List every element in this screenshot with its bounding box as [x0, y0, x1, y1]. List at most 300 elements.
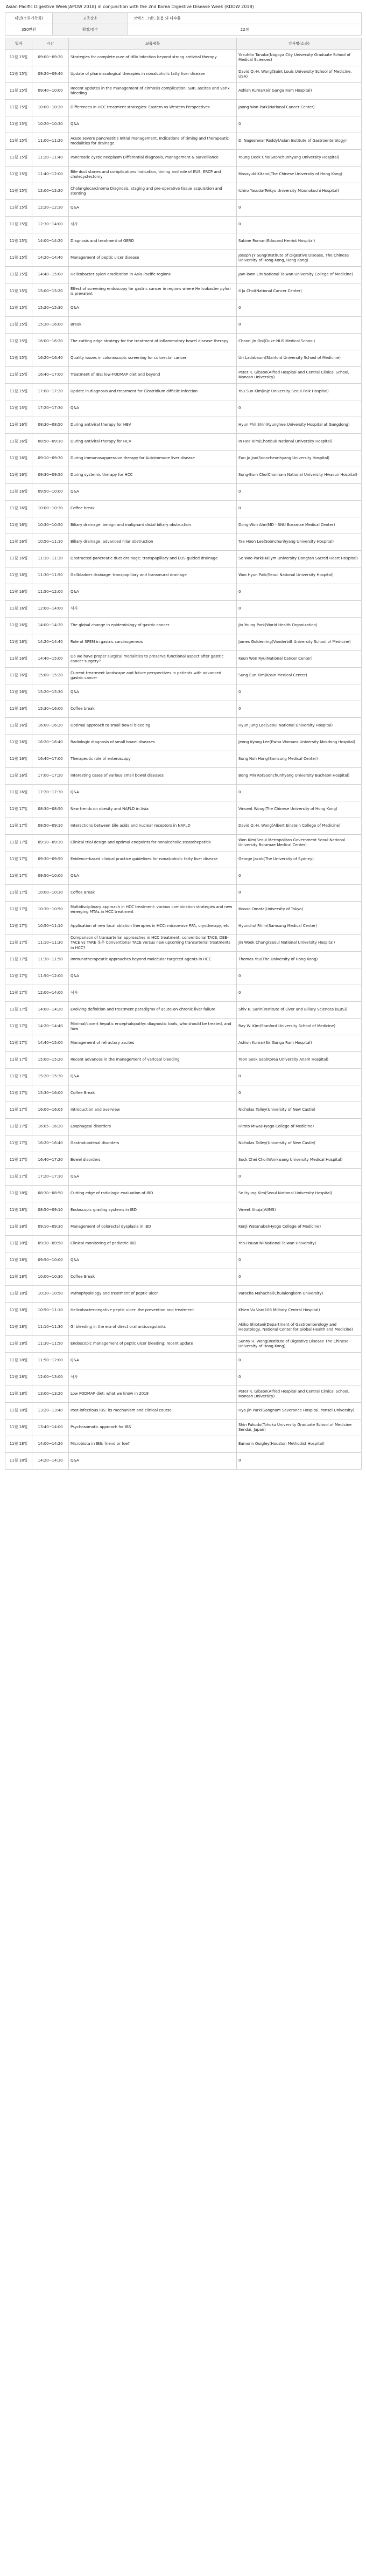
- cell-time: 15:20~15:30: [32, 684, 69, 701]
- cell-speaker: Nicholas Talley(University of New Castle): [237, 1102, 362, 1119]
- cell-title: Helicobacter-negative peptic ulcer: the prevention and treatment: [69, 1303, 237, 1319]
- cell-date: 11월 17일: [5, 968, 32, 985]
- cell-time: 14:20~14:40: [32, 634, 69, 651]
- cell-date: 11월 16일: [5, 684, 32, 701]
- cell-title: Coffee break: [69, 501, 237, 517]
- page-title: Asian Pacific Digestive Week(APDW 2018) in conjunction with the 2nd Korea Digestive Disease Week (KDDW 2018): [6, 4, 254, 9]
- cell-title: Break: [69, 317, 237, 334]
- cell-time: 11:00~11:20: [32, 133, 69, 150]
- cell-speaker: Hyunchul Rhim(Samsung Medical Center): [237, 918, 362, 935]
- cell-time: 08:50~09:10: [32, 1202, 69, 1219]
- cell-date: 11월 17일: [5, 851, 32, 868]
- cell-date: 11월 15일: [5, 183, 32, 200]
- cell-date: 11월 15일: [5, 150, 32, 167]
- cell-date: 11월 16일: [5, 735, 32, 751]
- cell-speaker: Kenji Watanabe(Hyogo College of Medicine): [237, 1219, 362, 1236]
- table-row: [5, 1186, 362, 1202]
- cell-date: 11월 18일: [5, 1186, 32, 1202]
- cell-speaker: Nicholas Talley(University of New Castle): [237, 1135, 362, 1152]
- cell-title: During immunosuppressive therapy for Autoimmune liver disease: [69, 451, 237, 467]
- table-row: [5, 1403, 362, 1419]
- cell-date: 11월 15일: [5, 400, 32, 417]
- column-header-speaker: 강사명(소속): [237, 38, 362, 50]
- cell-speaker: Choon Jin Ooi(Duke-NUS Medical School): [237, 334, 362, 350]
- table-row: [5, 267, 362, 283]
- table-row: [5, 684, 362, 701]
- cell-title: Management of refractory ascites: [69, 1035, 237, 1052]
- cell-speaker: Vincent Wong(The Chinese University of Hong Kong): [237, 801, 362, 818]
- column-header-title: 교육제목: [69, 38, 237, 50]
- cell-speaker: Joseph JY Sung(Institute of Digestive Disease, The Chinese University of Hong Kong, Hong Kong): [237, 250, 362, 267]
- cell-speaker: Joong-Won Park(National Cancer Center): [237, 100, 362, 116]
- table-row: [5, 1236, 362, 1252]
- cell-title: Application of new local ablation therapies in HCC: microwave RFA, cryotherapy, etc: [69, 918, 237, 935]
- cell-date: 11월 17일: [5, 1085, 32, 1102]
- cell-speaker: 0: [237, 1169, 362, 1186]
- cell-date: 11월 17일: [5, 1035, 32, 1052]
- cell-time: 08:30~08:50: [32, 801, 69, 818]
- cell-title: Differences in HCC treatment strategies: Eastern vs Western Perspectives: [69, 100, 237, 116]
- cell-time: 16:40~17:20: [32, 1152, 69, 1169]
- cell-speaker: Shiv K. Sarin(Institute of Liver and Biliary Sciences (ILBS)): [237, 1002, 362, 1019]
- table-row: [5, 83, 362, 100]
- cell-date: 11월 17일: [5, 818, 32, 835]
- cell-date: 11월 16일: [5, 417, 32, 434]
- table-row: [5, 50, 362, 66]
- cell-date: 11월 15일: [5, 116, 32, 133]
- cell-title: New trends on obesity and NAFLD in Asia: [69, 801, 237, 818]
- cell-time: 14:20~14:40: [32, 1019, 69, 1035]
- table-row: [5, 1319, 362, 1336]
- table-row: [5, 300, 362, 317]
- cell-time: 11:30~11:50: [32, 567, 69, 584]
- cell-date: 11월 17일: [5, 935, 32, 952]
- cell-speaker: Ichiro Yasuda(Teikyo University Mizonokuchi Hospital): [237, 183, 362, 200]
- cell-time: 09:30~09:50: [32, 851, 69, 868]
- cell-title: Q&A: [69, 400, 237, 417]
- cell-title: Minimal/covert hepatic encephalopathy: diagnostic tools, who should be treated, and how: [69, 1019, 237, 1035]
- table-row: [5, 1085, 362, 1102]
- cell-time: 14:40~15:00: [32, 1035, 69, 1052]
- table-row: [5, 100, 362, 116]
- cell-time: 09:20~09:40: [32, 66, 69, 83]
- cell-title: Clinical trial design and optimal endpoints for nonalcoholic steatohepatitis: [69, 835, 237, 851]
- table-row: [5, 534, 362, 551]
- cell-date: 11월 18일: [5, 1453, 32, 1470]
- cell-title: Low FODMAP diet: what we know in 2018: [69, 1386, 237, 1403]
- table-row: [5, 768, 362, 785]
- cell-speaker: 0: [237, 584, 362, 601]
- cell-date: 11월 17일: [5, 1002, 32, 1019]
- table-row: [5, 283, 362, 300]
- cell-time: 14:20~14:30: [32, 1453, 69, 1470]
- table-row: [5, 1169, 362, 1186]
- table-row: [5, 1386, 362, 1403]
- table-row: [5, 66, 362, 83]
- cell-speaker: Ashish Kumar(Sir Ganga Ram Hospital): [237, 1035, 362, 1052]
- cell-speaker: In Hee Kim(Chonbuk National University Hospital): [237, 434, 362, 451]
- cell-time: 13:00~13:20: [32, 1386, 69, 1403]
- cell-speaker: 0: [237, 400, 362, 417]
- cell-title: During antiviral therapy for HCV: [69, 434, 237, 451]
- cell-title: Quality issues in colonoscopic screening for colorectal cancer: [69, 350, 237, 367]
- table-row: [5, 434, 362, 451]
- cell-speaker: Khien Vu Van(108 Military Central Hospital): [237, 1303, 362, 1319]
- cell-speaker: Jin Young Park(World Health Organization): [237, 618, 362, 634]
- cell-date: 11월 15일: [5, 300, 32, 317]
- cell-time: 10:30~10:50: [32, 517, 69, 534]
- cell-speaker: Peter R. Gibson(Alfred Hospital and Central Clinical School, Monash University): [237, 367, 362, 384]
- table-row: [5, 1252, 362, 1269]
- cell-speaker: Eun Jo Joo(Sooncheonhyang University Hospital): [237, 451, 362, 467]
- cell-time: 12:00~13:00: [32, 1369, 69, 1386]
- cell-date: 11월 15일: [5, 133, 32, 150]
- cell-speaker: Hiroto Miwa(Hyogo College of Medicine): [237, 1119, 362, 1135]
- cell-date: 11월 18일: [5, 1286, 32, 1303]
- table-row: [5, 1453, 362, 1470]
- cell-date: 11월 16일: [5, 534, 32, 551]
- cell-title: Q&A: [69, 968, 237, 985]
- cell-title: Recent advances in the management of variceal bleeding: [69, 1052, 237, 1069]
- cell-speaker: Eamonn Quigley(Houston Methodist Hospital): [237, 1436, 362, 1453]
- table-row: [5, 1269, 362, 1286]
- cell-time: 17:20~17:30: [32, 785, 69, 801]
- cell-time: 16:40~17:00: [32, 751, 69, 768]
- cell-speaker: Jeong Kyong Lee(Ewha Womans University Mokdong Hospital): [237, 735, 362, 751]
- cell-time: 10:00~10:30: [32, 501, 69, 517]
- cell-time: 11:50~12:00: [32, 584, 69, 601]
- cell-speaker: Jaw-Town Lin(National Taiwan University College of Medicine): [237, 267, 362, 283]
- cell-date: 11월 15일: [5, 200, 32, 217]
- cell-title: Q&A: [69, 1353, 237, 1369]
- cell-time: 16:20~16:40: [32, 350, 69, 367]
- cell-date: 11월 16일: [5, 785, 32, 801]
- cell-date: 11월 15일: [5, 100, 32, 116]
- cell-time: 15:00~15:20: [32, 283, 69, 300]
- cell-time: 11:30~11:50: [32, 1336, 69, 1353]
- cell-speaker: Masao Omata(University of Tokyo): [237, 902, 362, 918]
- cell-title: Bowel disorders: [69, 1152, 237, 1169]
- cell-time: 15:20~15:30: [32, 1069, 69, 1085]
- table-row: [5, 1303, 362, 1319]
- cell-title: Effect of screening endoscopy for gastric cancer in regions where Helicobacter pylori is prevalent: [69, 283, 237, 300]
- table-row: [5, 1202, 362, 1219]
- cell-date: 11월 15일: [5, 334, 32, 350]
- cell-date: 11월 18일: [5, 1403, 32, 1419]
- cell-speaker: D. Nageshwar Reddy(Asian Institute of Gastroenterology): [237, 133, 362, 150]
- cell-speaker: 0: [237, 785, 362, 801]
- cell-title: Post-infectious IBS: its mechanism and clinical course: [69, 1403, 237, 1419]
- table-row: [5, 200, 362, 217]
- cell-time: 14:40~15:00: [32, 267, 69, 283]
- credits-label: 평점/점수: [53, 24, 128, 36]
- cell-time: 12:30~14:00: [32, 217, 69, 233]
- cell-title: Microbiota in IBS: friend or foe?: [69, 1436, 237, 1453]
- cell-title: 식사: [69, 217, 237, 233]
- schedule-header-row: [5, 38, 362, 50]
- cell-speaker: Yen-Hsuan Ni(National Taiwan University): [237, 1236, 362, 1252]
- cell-speaker: 0: [237, 501, 362, 517]
- cell-time: 12:20~12:30: [32, 200, 69, 217]
- cell-speaker: Akiko Shiotani(Department of Gastroenterology and Hepatology, National Center for Global Health and Medicine): [237, 1319, 362, 1336]
- page: [5, 0, 361, 1470]
- cell-date: 11월 17일: [5, 902, 32, 918]
- info-row-1: [5, 13, 362, 24]
- cell-time: 10:30~10:50: [32, 1286, 69, 1303]
- cell-speaker: Tae Hoon Lee(Soonchunhyang University Hospital): [237, 534, 362, 551]
- table-row: [5, 1286, 362, 1303]
- table-row: [5, 183, 362, 200]
- cell-date: 11월 15일: [5, 50, 32, 66]
- cell-time: 10:50~11:10: [32, 1303, 69, 1319]
- cell-title: Cholangiocarcinoma Diagnosis, staging and pre-operative tissue acquisition and stenting: [69, 183, 237, 200]
- cell-title: Q&A: [69, 868, 237, 885]
- cell-speaker: 0: [237, 684, 362, 701]
- cell-title: Strategies for complete cure of HBV infection beyond strong antiviral therapy: [69, 50, 237, 66]
- cell-time: 15:30~16:00: [32, 317, 69, 334]
- cell-speaker: 0: [237, 217, 362, 233]
- cell-title: The cutting edge strategy for the treatment of inflammatory bowel disease therapy: [69, 334, 237, 350]
- cell-time: 11:50~12:00: [32, 968, 69, 985]
- table-row: [5, 801, 362, 818]
- cell-time: 16:40~17:00: [32, 367, 69, 384]
- cell-speaker: David Q.-H. Wang(Saint Louis University School of Medicine, USA): [237, 66, 362, 83]
- table-row: [5, 367, 362, 384]
- cell-speaker: 0: [237, 1453, 362, 1470]
- cell-speaker: Sung Eun Kim(Kosin Medical Center): [237, 668, 362, 684]
- cell-date: 11월 17일: [5, 868, 32, 885]
- cell-time: 11:30~11:50: [32, 952, 69, 968]
- cell-time: 12:00~14:00: [32, 601, 69, 618]
- table-row: [5, 785, 362, 801]
- cell-date: 11월 15일: [5, 66, 32, 83]
- cell-title: Q&A: [69, 1069, 237, 1085]
- cell-time: 16:00~16:05: [32, 1102, 69, 1119]
- cell-speaker: Yeon Seok Seo(Korea University Anam Hospital): [237, 1052, 362, 1069]
- schedule-table: [5, 38, 362, 1470]
- cell-speaker: Suck Chei Choi(Wonkwang University Medical Hospital): [237, 1152, 362, 1169]
- table-row: [5, 651, 362, 668]
- cell-title: Management of colorectal dysplasia in IBD: [69, 1219, 237, 1236]
- table-row: [5, 551, 362, 567]
- cell-date: 11월 15일: [5, 283, 32, 300]
- table-row: [5, 735, 362, 751]
- table-row: [5, 618, 362, 634]
- credits-value: 22점: [128, 24, 362, 36]
- cell-date: 11월 17일: [5, 835, 32, 851]
- table-row: [5, 150, 362, 167]
- cell-time: 11:20~11:40: [32, 150, 69, 167]
- table-row: [5, 217, 362, 233]
- table-row: [5, 400, 362, 417]
- cell-title: Comparison of transarterial approaches in HCC treatment: conventional TACE, DEB-TACE vs TARE 혹은 Conventional TACE versus new upcoming transarterial treatments in HCC?: [69, 935, 237, 952]
- cell-time: 08:30~08:50: [32, 417, 69, 434]
- cell-speaker: Dong-Won Ahn(MD - SNU Boramae Medical Center): [237, 517, 362, 534]
- cell-time: 10:00~10:30: [32, 885, 69, 902]
- table-row: [5, 1035, 362, 1052]
- cell-time: 08:30~08:50: [32, 1186, 69, 1202]
- cell-speaker: Sung Noh Hong(Samsung Medical Center): [237, 751, 362, 768]
- cell-date: 11월 16일: [5, 668, 32, 684]
- cell-title: Recent updates in the management of cirrhosis complication: SBP, ascites and varix bleeding: [69, 83, 237, 100]
- cell-speaker: 0: [237, 1269, 362, 1286]
- cell-speaker: 0: [237, 1353, 362, 1369]
- cell-title: 식사: [69, 985, 237, 1002]
- cell-time: 16:20~16:40: [32, 735, 69, 751]
- cell-time: 09:10~09:30: [32, 1219, 69, 1236]
- cell-date: 11월 16일: [5, 751, 32, 768]
- table-row: [5, 317, 362, 334]
- table-row: [5, 1135, 362, 1152]
- cell-date: 11월 16일: [5, 484, 32, 501]
- cell-title: Pathophysiology and treatment of peptic ulcer: [69, 1286, 237, 1303]
- column-header-time: 시간: [32, 38, 69, 50]
- cell-title: Coffee Break: [69, 1085, 237, 1102]
- cell-title: Optimal approach to small bowel bleeding: [69, 718, 237, 735]
- cell-time: 15:00~15:20: [32, 1052, 69, 1069]
- cell-time: 17:20~17:30: [32, 1169, 69, 1186]
- cell-time: 14:00~14:20: [32, 618, 69, 634]
- cell-title: Endoscopic grading systems in IBD: [69, 1202, 237, 1219]
- cell-title: Psychosomatic approach for IBS: [69, 1419, 237, 1436]
- cell-speaker: Masayuki Kitano(The Chinese University of Hong Kong): [237, 167, 362, 183]
- cell-time: 16:00~16:20: [32, 334, 69, 350]
- cell-title: Q&A: [69, 1453, 237, 1470]
- table-row: [5, 851, 362, 868]
- table-row: [5, 350, 362, 367]
- column-header-date: 일자: [5, 38, 32, 50]
- cell-title: Interactions between bile acids and nuclear receptors in NAFLD: [69, 818, 237, 835]
- table-row: [5, 417, 362, 434]
- cell-speaker: Se Hyung Kim(Seoul National University Hospital): [237, 1186, 362, 1202]
- cell-speaker: Young Deok Cho(Soonchunhyang University Hospital): [237, 150, 362, 167]
- cell-time: 09:30~09:50: [32, 467, 69, 484]
- cell-time: 09:30~09:50: [32, 1236, 69, 1252]
- cell-speaker: Ray W. Kim(Stanford University School of Medicine): [237, 1019, 362, 1035]
- cell-date: 11월 17일: [5, 1169, 32, 1186]
- cell-time: 17:00~17:20: [32, 384, 69, 400]
- cell-title: Coffee break: [69, 701, 237, 718]
- cell-speaker: David Q.-H. Wang(Albert Einstein College of Medicine): [237, 818, 362, 835]
- cell-title: Management of peptic ulcer disease: [69, 250, 237, 267]
- cell-time: 16:20~16:40: [32, 1135, 69, 1152]
- table-row: [5, 1052, 362, 1069]
- cell-title: Pancreatic cystic neoplasm Differential diagnosis, management & surveillance: [69, 150, 237, 167]
- cell-date: 11월 17일: [5, 1069, 32, 1085]
- cell-time: 14:00~14:20: [32, 233, 69, 250]
- cell-date: 11월 16일: [5, 467, 32, 484]
- cell-time: 09:50~10:00: [32, 1252, 69, 1269]
- cell-time: 17:20~17:30: [32, 400, 69, 417]
- table-row: [5, 584, 362, 601]
- cell-date: 11월 16일: [5, 634, 32, 651]
- course-info-table: [5, 12, 362, 36]
- cell-date: 11월 18일: [5, 1353, 32, 1369]
- cell-time: 13:20~13:40: [32, 1403, 69, 1419]
- cell-time: 11:10~11:30: [32, 935, 69, 952]
- cell-date: 11월 15일: [5, 83, 32, 100]
- cell-date: 11월 17일: [5, 801, 32, 818]
- cell-title: Q&A: [69, 1169, 237, 1186]
- cell-title: Role of SPEM in gastric carcinogenesis: [69, 634, 237, 651]
- cell-speaker: Hyun Jung Lee(Seoul National University Hospital): [237, 718, 362, 735]
- cell-time: 14:20~14:40: [32, 250, 69, 267]
- cell-date: 11월 16일: [5, 501, 32, 517]
- cell-date: 11월 15일: [5, 167, 32, 183]
- table-row: [5, 918, 362, 935]
- cell-title: Obstructed pancreatic duct drainage: transpapillary and EUS-guided drainage: [69, 551, 237, 567]
- cell-time: 11:40~12:00: [32, 167, 69, 183]
- cell-speaker: Jin Wook Chung(Seoul National University Hospital): [237, 935, 362, 952]
- table-row: [5, 668, 362, 684]
- cell-title: Endoscopic management of peptic ulcer bleeding: recent update: [69, 1336, 237, 1353]
- cell-time: 16:00~16:20: [32, 718, 69, 735]
- cell-time: 10:00~10:30: [32, 1269, 69, 1286]
- cell-speaker: 0: [237, 885, 362, 902]
- table-row: [5, 1002, 362, 1019]
- table-row: [5, 1069, 362, 1085]
- cell-speaker: 0: [237, 868, 362, 885]
- table-row: [5, 1102, 362, 1119]
- cell-time: 14:40~15:00: [32, 651, 69, 668]
- cell-time: 12:00~14:00: [32, 985, 69, 1002]
- cell-speaker: You Sun Kim(Inje University Seoul Paik Hospital): [237, 384, 362, 400]
- cell-time: 17:00~17:20: [32, 768, 69, 785]
- cell-title: Introduction and overview: [69, 1102, 237, 1119]
- cell-speaker: 0: [237, 701, 362, 718]
- cell-speaker: Shin Fukudo(Tohoku University Graduate School of Medicine Sendai, Japan): [237, 1419, 362, 1436]
- cell-speaker: Thomas Yau(The University of Hong Kong): [237, 952, 362, 968]
- cell-time: 15:30~16:00: [32, 1085, 69, 1102]
- table-row: [5, 1436, 362, 1453]
- cell-date: 11월 16일: [5, 434, 32, 451]
- table-row: [5, 1019, 362, 1035]
- cell-title: Q&A: [69, 785, 237, 801]
- cell-date: 11월 16일: [5, 517, 32, 534]
- cell-speaker: Won Kim(Seoul Metropolitan Government Seoul National University Boramae Medical Center): [237, 835, 362, 851]
- cell-title: Q&A: [69, 116, 237, 133]
- cell-date: 11월 18일: [5, 1436, 32, 1453]
- cell-title: Biliary drainage: advanced hilar obstruction: [69, 534, 237, 551]
- table-row: [5, 133, 362, 150]
- cell-speaker: Sunny H. Wong(Institute of Digestive Disease The Chinese University of Hong Kong): [237, 1336, 362, 1353]
- info-row-2: [5, 24, 362, 36]
- table-row: [5, 1119, 362, 1135]
- place-value: 코엑스 그랜드볼룸 외 다수홀: [128, 13, 362, 24]
- cell-title: GI bleeding in the era of direct oral anticoagulants: [69, 1319, 237, 1336]
- cell-time: 09:10~09:30: [32, 835, 69, 851]
- cell-speaker: Il Ju Choi(National Cancer Center): [237, 283, 362, 300]
- cell-title: Update in diagnosis and treatment for Clostridium difficile infection: [69, 384, 237, 400]
- cell-date: 11월 15일: [5, 367, 32, 384]
- cell-title: Cutting edge of radiologic evaluation of IBD: [69, 1186, 237, 1202]
- cell-time: 15:30~16:00: [32, 701, 69, 718]
- cell-date: 11월 15일: [5, 250, 32, 267]
- cell-title: Treatment of IBS: low-FODMAP diet and beyond: [69, 367, 237, 384]
- cell-title: Radiologic diagnosis of small bowel diseases: [69, 735, 237, 751]
- table-row: [5, 233, 362, 250]
- cell-date: 11월 16일: [5, 701, 32, 718]
- cell-title: 식사: [69, 1369, 237, 1386]
- cell-title: Diagnosis and treatment of GERD: [69, 233, 237, 250]
- cell-speaker: Varocha Mahachai(Chulalongkorn University): [237, 1286, 362, 1303]
- table-row: [5, 718, 362, 735]
- cell-date: 11월 17일: [5, 918, 32, 935]
- cell-date: 11월 17일: [5, 1102, 32, 1119]
- cell-date: 11월 17일: [5, 885, 32, 902]
- cell-title: Interesting cases of various small bowel diseases: [69, 768, 237, 785]
- table-row: [5, 467, 362, 484]
